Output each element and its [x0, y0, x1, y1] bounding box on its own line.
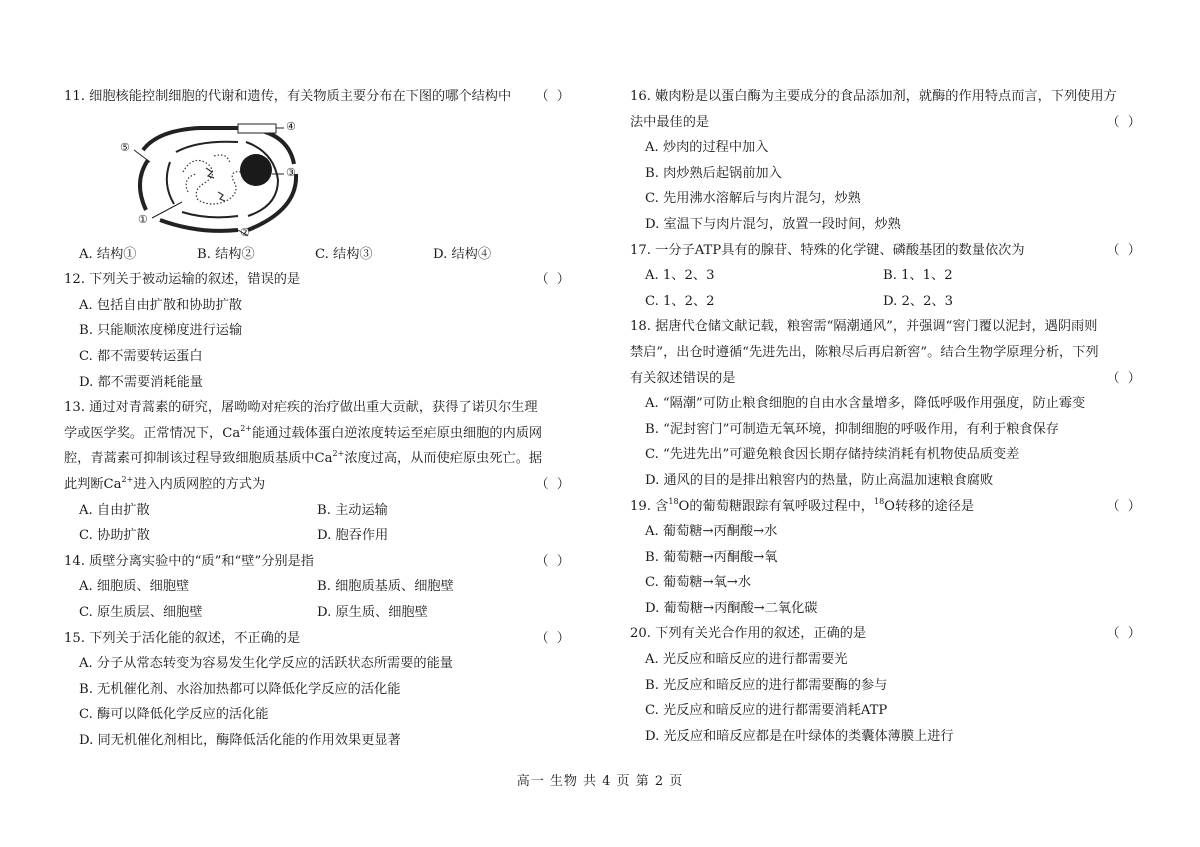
- option-a[interactable]: A. “隔潮”可防止粮食细胞的自由水含量增多，降低呼吸作用强度，防止霉变: [645, 396, 1086, 412]
- figure-label-1: ①: [138, 212, 148, 226]
- option-a[interactable]: A. 葡萄糖→丙酮酸→水: [645, 524, 778, 540]
- question-stem: 12. 下列关于被动运输的叙述，错误的是: [64, 272, 301, 288]
- question-stem-a: 19. 含: [630, 498, 669, 514]
- question-stem-line-1: 16. 嫩肉粉是以蛋白酶为主要成分的食品添加剂，就酶的作用特点而言，下列使用方: [630, 89, 1117, 104]
- question-stem: 14. 质壁分离实验中的“质”和“壁”分别是指: [64, 553, 314, 569]
- answer-bracket: （ ）: [1106, 242, 1143, 258]
- question-18: [630, 314, 1145, 493]
- left-column: [64, 84, 574, 753]
- figure-label-3: ③: [286, 165, 296, 179]
- question-stem-line-1: 13. 通过对青蒿素的研究，屠呦呦对疟疾的治疗做出重大贡献，获得了诺贝尔生理: [64, 400, 538, 416]
- answer-bracket: （ ）: [535, 630, 572, 646]
- question-stem-line-3: 有关叙述错误的是: [630, 370, 736, 386]
- option-c[interactable]: C. 葡萄糖→氧→水: [645, 575, 752, 591]
- isotope-mass: 18: [668, 496, 679, 506]
- question-16: [630, 84, 1145, 238]
- option-c[interactable]: C. “先进先出”可避免粮食因长期存储持续消耗有机物使品质变差: [645, 447, 1020, 463]
- question-stem: 15. 下列关于活化能的叙述，不正确的是: [64, 630, 301, 646]
- option-c[interactable]: C. 酶可以降低化学反应的活化能: [79, 707, 269, 723]
- option-c[interactable]: C. 先用沸水溶解后与肉片混匀，炒熟: [645, 191, 861, 207]
- option-b[interactable]: B. 细胞质基质、细胞壁: [317, 579, 454, 595]
- ion-charge: 2+: [121, 474, 134, 484]
- option-d[interactable]: D. 结构④: [433, 246, 492, 262]
- option-a[interactable]: A. 细胞质、细胞壁: [79, 579, 190, 595]
- question-stem-line-4b: 进入内质网腔的方式为: [133, 476, 266, 492]
- answer-bracket: （ ）: [1106, 626, 1143, 642]
- question-15: [64, 626, 574, 754]
- right-column: [630, 84, 1145, 749]
- question-stem-c: O转移的途径是: [884, 498, 975, 514]
- question-stem-line-2b: 能通过载体蛋白逆浓度转运至疟原虫细胞的内质网: [252, 425, 543, 441]
- question-11: [64, 84, 574, 267]
- isotope-mass: 18: [873, 496, 885, 506]
- figure-label-2: ②: [240, 225, 250, 239]
- option-a[interactable]: A. 包括自由扩散和协助扩散: [79, 297, 242, 313]
- option-d[interactable]: D. 原生质、细胞壁: [317, 604, 428, 620]
- option-c[interactable]: C. 结构③: [315, 246, 373, 262]
- option-b[interactable]: B. 只能顺浓度梯度进行运输: [79, 323, 243, 339]
- question-20: [630, 621, 1145, 749]
- question-stem-line-3a: 腔，青蒿素可抑制该过程导致细胞质基质中Ca: [64, 451, 333, 467]
- option-a[interactable]: A. 自由扩散: [79, 502, 150, 518]
- cell-structure-diagram: [88, 112, 348, 240]
- question-17: [630, 238, 1145, 315]
- question-13: [64, 395, 574, 549]
- option-c[interactable]: C. 都不需要转运蛋白: [79, 348, 203, 364]
- answer-bracket: （ ）: [1106, 498, 1143, 514]
- question-stem-line-3b: 浓度过高，从而使疟原虫死亡。据: [344, 451, 543, 467]
- cell-diagram-svg: [88, 112, 348, 240]
- question-stem: 20. 下列有关光合作用的叙述，正确的是: [630, 626, 867, 642]
- figure-label-5: ⑤: [120, 140, 130, 154]
- option-c[interactable]: C. 协助扩散: [79, 528, 150, 544]
- question-stem-line-2: 禁启”，出仓时遵循“先进先出，陈粮尽后再启新窖”。结合生物学原理分析，下列: [630, 344, 1099, 360]
- ion-charge: 2+: [332, 449, 345, 459]
- question-stem-line-1: 18. 据唐代仓储文献记载，粮窖需“隔潮通风”，并强调“窖门覆以泥封，遇阴雨则: [630, 319, 1098, 335]
- answer-bracket: （ ）: [535, 553, 572, 569]
- option-d[interactable]: D. 通风的目的是排出粮窖内的热量，防止高温加速粮食腐败: [645, 472, 994, 488]
- question-stem-line-2a: 学或医学奖。正常情况下，Ca: [64, 425, 241, 441]
- question-stem: 17. 一分子ATP具有的腺苷、特殊的化学键、磷酸基团的数量依次为: [630, 242, 1025, 258]
- answer-bracket: （ ）: [535, 89, 572, 104]
- option-a[interactable]: A. 结构①: [79, 246, 137, 262]
- option-b[interactable]: B. 主动运输: [317, 502, 388, 518]
- answer-bracket: （ ）: [535, 272, 572, 288]
- ion-charge: 2+: [240, 423, 252, 433]
- option-b[interactable]: B. “泥封窖门”可制造无氧环境，抑制细胞的呼吸作用，有利于粮食保存: [645, 421, 1059, 437]
- option-d[interactable]: D. 2、2、3: [883, 293, 954, 309]
- option-b[interactable]: B. 葡萄糖→丙酮酸→氧: [645, 549, 778, 565]
- option-d[interactable]: D. 光反应和暗反应都是在叶绿体的类囊体薄膜上进行: [645, 728, 954, 744]
- question-stem-line-4a: 此判断Ca: [64, 476, 122, 492]
- answer-bracket: （ ）: [1106, 114, 1143, 130]
- question-stem-b: O的葡萄糖跟踪有氧呼吸过程中，: [678, 498, 874, 514]
- option-c[interactable]: C. 原生质层、细胞壁: [79, 604, 203, 620]
- page-footer: 高一 生物 共 4 页 第 2 页: [516, 774, 684, 789]
- question-stem-line-2: 法中最佳的是: [630, 114, 710, 130]
- option-d[interactable]: D. 同无机催化剂相比，酶降低活化能的作用效果更显著: [79, 732, 401, 748]
- answer-bracket: （ ）: [535, 476, 572, 492]
- option-d[interactable]: D. 葡萄糖→丙酮酸→二氧化碳: [645, 600, 818, 616]
- answer-bracket: （ ）: [1106, 370, 1143, 386]
- option-b[interactable]: B. 结构②: [197, 246, 255, 262]
- figure-label-4: ④: [286, 119, 296, 133]
- option-b[interactable]: B. 光反应和暗反应的进行都需要酶的参与: [645, 677, 888, 693]
- question-12: [64, 267, 574, 395]
- question-14: [64, 549, 574, 626]
- option-a[interactable]: A. 光反应和暗反应的进行都需要光: [645, 652, 848, 668]
- option-b[interactable]: B. 肉炒熟后起锅前加入: [645, 165, 782, 181]
- option-b[interactable]: B. 1、1、2: [883, 268, 953, 284]
- option-c[interactable]: C. 光反应和暗反应的进行都需要消耗ATP: [645, 703, 888, 719]
- question-19: [630, 494, 1145, 622]
- option-b[interactable]: B. 无机催化剂、水浴加热都可以降低化学反应的活化能: [79, 681, 401, 697]
- option-a[interactable]: A. 分子从常态转变为容易发生化学反应的活跃状态所需要的能量: [79, 656, 453, 672]
- option-a[interactable]: A. 1、2、3: [645, 268, 715, 284]
- option-d[interactable]: D. 胞吞作用: [317, 528, 389, 544]
- option-c[interactable]: C. 1、2、2: [645, 293, 715, 309]
- option-d[interactable]: D. 都不需要消耗能量: [79, 374, 203, 390]
- option-d[interactable]: D. 室温下与肉片混匀，放置一段时间，炒熟: [645, 216, 901, 232]
- question-stem: 11. 细胞核能控制细胞的代谢和遗传，有关物质主要分布在下图的哪个结构中: [64, 89, 512, 104]
- option-a[interactable]: A. 炒肉的过程中加入: [645, 140, 769, 156]
